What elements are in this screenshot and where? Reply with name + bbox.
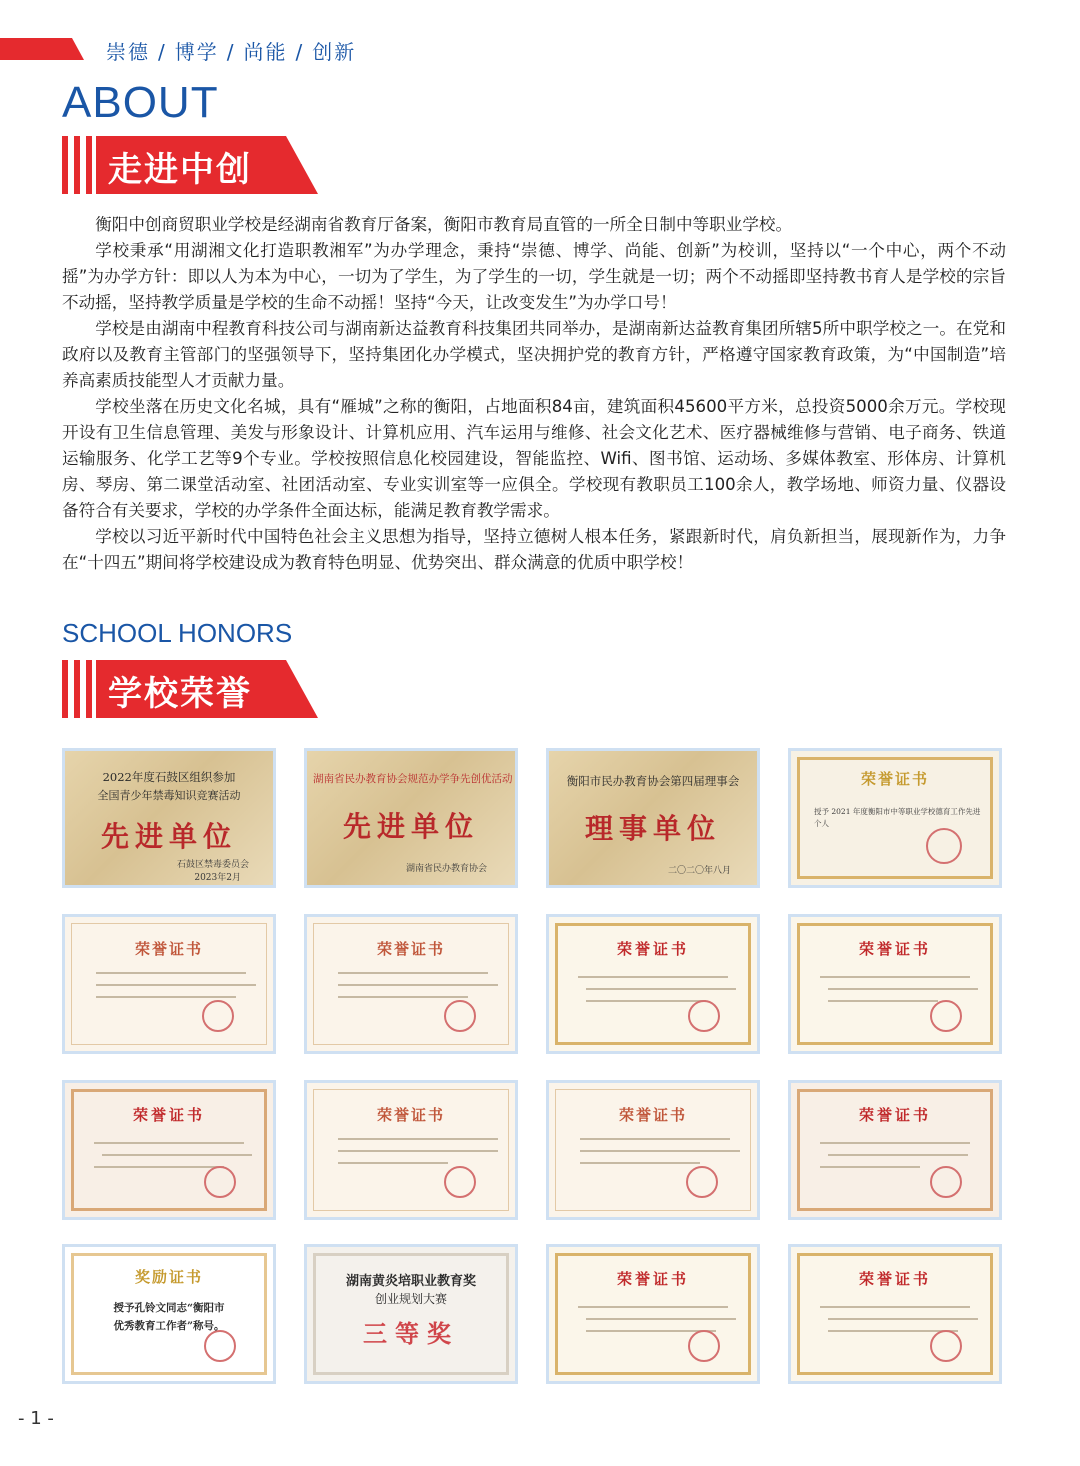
text-line <box>820 1306 970 1308</box>
plaque-issuer: 湖南省民办教育协会 <box>405 864 487 874</box>
certificate-title: 荣誉证书 <box>376 940 445 958</box>
red-seal-icon <box>200 998 236 1034</box>
about-section-banner <box>62 136 322 194</box>
certificate-title: 荣誉证书 <box>858 1270 931 1288</box>
text-line <box>94 1142 244 1144</box>
text-line <box>580 1162 700 1164</box>
intro-paragraph: 学校坐落在历史文化名城，具有“雁城”之称的衡阳，占地面积84亩，建筑面积45600平方米，总投资5000余万元。学校现开设有卫生信息管理、美发与形象设计、计算机应用、汽车运用与维修、社会文化艺术、医疗器械维修与营销、电子商务、铁道运输服务、化学工艺等9个专业。学校按照信息化校园建设，智能监控、Wifi、图书馆、运动场、多媒体教室、形体房、计算机房、琴房、第二课堂活动室、社团活动室、专业实训室等一应俱全。学校现有教职员工100余人，教学场地、师资力量、仪器设备符合有关要求，学校的办学条件全面达标，能满足教育教学需求。 <box>62 397 1006 520</box>
honor-certificate <box>788 748 1002 888</box>
red-seal-icon <box>686 998 722 1034</box>
text-line <box>96 984 256 986</box>
text-line <box>338 984 498 986</box>
plaque-date: 2023年2月 <box>194 873 241 883</box>
honor-certificate <box>62 914 276 1054</box>
certificate-body: 授予 2021 年度衡阳市中等职业学校德育工作先进个人 <box>814 807 981 828</box>
honor-certificate <box>304 1080 518 1220</box>
about-english-title: ABOUT <box>62 78 219 127</box>
certificate-title: 荣誉证书 <box>618 1106 687 1124</box>
plaque-line: 衡阳市民办教育协会第四届理事会 <box>566 774 740 788</box>
red-seal-icon <box>924 826 964 866</box>
honors-section-banner <box>62 660 322 718</box>
certificate-title: 荣誉证书 <box>134 940 203 958</box>
plaque-award: 先进单位 <box>342 810 479 843</box>
certificate-title: 荣誉证书 <box>376 1106 445 1124</box>
honor-plaque <box>62 748 276 888</box>
text-line <box>96 972 246 974</box>
text-line <box>828 1000 938 1002</box>
text-line <box>828 1318 978 1320</box>
honors-gallery <box>62 748 1004 1390</box>
text-line <box>338 1150 498 1152</box>
honor-certificate <box>788 1080 1002 1220</box>
plaque-issuer: 石鼓区禁毒委员会 <box>176 860 249 870</box>
motto-separator: / <box>158 40 167 64</box>
certificate-title: 荣誉证书 <box>858 1106 931 1124</box>
intro-paragraph: 学校秉承“用湖湘文化打造职教湘军”为办学理念，秉持“崇德、博学、尚能、创新”为校训，坚持以“一个中心，两个不动摇”为办学方针：即以人为本为中心，一切为了学生，为了学生的一切，学生就是一切；两个不动摇即坚持教书育人是学校的宗旨不动摇，坚持教学质量是学校的生命不动摇！坚持“今天，让改变发生”为办学口号！ <box>62 241 1006 312</box>
red-seal-icon <box>442 998 478 1034</box>
honor-plaque <box>304 748 518 888</box>
honor-certificate <box>546 914 760 1054</box>
honor-certificate <box>304 914 518 1054</box>
motto-word: 崇德 <box>106 40 150 64</box>
intro-paragraph: 衡阳中创商贸职业学校是经湖南省教育厅备案，衡阳市教育局直管的一所全日制中等职业学校。 <box>95 215 793 234</box>
text-line <box>820 1166 920 1168</box>
certificate-title: 荣誉证书 <box>132 1106 205 1124</box>
text-line <box>820 976 970 978</box>
honors-english-title: SCHOOL HONORS <box>62 618 293 648</box>
intro-paragraph: 学校以习近平新时代中国特色社会主义思想为指导，坚持立德树人根本任务，紧跟新时代，肩负新担当，展现新作为，力争在“十四五”期间将学校建设成为教育特色明显、优势突出、群众满意的优质中职学校！ <box>62 527 1006 572</box>
text-line <box>586 988 736 990</box>
text-line <box>338 1138 498 1140</box>
plaque-line: 湖南省民办教育协会规范办学争先创优活动 <box>313 773 513 785</box>
text-line <box>578 1306 728 1308</box>
certificate-body: 授予孔铃文同志“衡阳市 <box>113 1302 225 1314</box>
plaque-line: 全国青少年禁毒知识竞赛活动 <box>97 789 241 802</box>
text-line <box>586 1318 736 1320</box>
red-seal-icon <box>202 1164 238 1200</box>
school-motto <box>106 36 356 65</box>
red-seal-icon <box>442 1164 478 1200</box>
honor-certificate <box>788 1244 1002 1384</box>
certificate-title: 荣誉证书 <box>616 1270 689 1288</box>
certificate-body: 优秀教育工作者”称号。 <box>113 1320 225 1332</box>
text-line <box>578 976 728 978</box>
certificate-line: 创业规划大赛 <box>374 1292 447 1306</box>
honor-certificate <box>62 1080 276 1220</box>
certificate-line: 湖南黄炎培职业教育奖 <box>345 1274 476 1289</box>
plaque-award: 先进单位 <box>100 820 237 853</box>
text-line <box>338 972 488 974</box>
intro-paragraph: 学校是由湖南中程教育科技公司与湖南新达益教育科技集团共同举办，是湖南新达益教育集团所辖5所中职学校之一。在党和政府以及教育主管部门的坚强领导下，坚持集团化办学模式，坚决拥护党的教育方针，严格遵守国家教育政策，为“中国制造”培养高素质技能型人才贡献力量。 <box>62 319 1006 390</box>
red-seal-icon <box>686 1328 722 1364</box>
honor-certificate <box>788 914 1002 1054</box>
page-number: - 1 - <box>18 1408 54 1429</box>
red-seal-icon <box>928 1328 964 1364</box>
certificate-award: 三等奖 <box>363 1319 459 1348</box>
text-line <box>828 988 978 990</box>
certificate-title: 荣誉证书 <box>858 940 931 958</box>
certificate-title: 奖励证书 <box>134 1268 203 1286</box>
text-line <box>102 1154 252 1156</box>
honor-certificate <box>546 1080 760 1220</box>
red-seal-icon <box>928 1164 964 1200</box>
text-line <box>820 1142 970 1144</box>
certificate-title: 荣誉证书 <box>860 770 929 788</box>
about-chinese-title: 走进中创 <box>108 150 252 190</box>
honor-certificate <box>304 1244 518 1384</box>
motto-word: 创新 <box>312 40 357 64</box>
motto-separator: / <box>295 40 305 64</box>
honor-certificate <box>62 1244 276 1384</box>
red-seal-icon <box>684 1164 720 1200</box>
text-line <box>580 1138 730 1140</box>
school-introduction <box>62 212 1006 576</box>
text-line <box>580 1150 740 1152</box>
red-seal-icon <box>202 1328 238 1364</box>
plaque-award: 理事单位 <box>584 812 721 845</box>
text-line <box>828 1154 968 1156</box>
certificate-title: 荣誉证书 <box>616 940 689 958</box>
honor-certificate <box>546 1244 760 1384</box>
motto-separator: / <box>226 40 236 64</box>
honors-chinese-title: 学校荣誉 <box>108 674 252 714</box>
honor-plaque <box>546 748 760 888</box>
motto-word: 博学 <box>174 40 219 64</box>
motto-word: 尚能 <box>243 40 288 64</box>
plaque-line: 2022年度石鼓区组织参加 <box>102 770 236 784</box>
header-accent-bar <box>0 38 84 60</box>
text-line <box>338 1162 448 1164</box>
red-seal-icon <box>928 998 964 1034</box>
plaque-date: 二〇二〇年八月 <box>667 866 731 876</box>
